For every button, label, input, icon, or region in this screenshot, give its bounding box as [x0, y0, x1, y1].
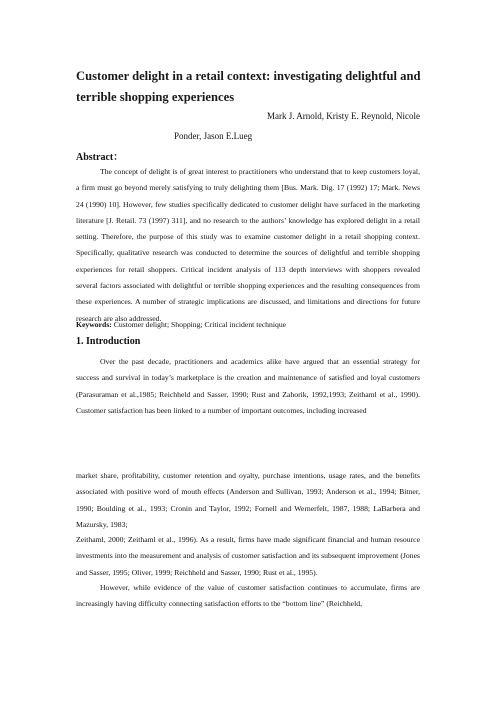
keywords-line [76, 320, 420, 329]
introduction-heading: 1. Introduction [76, 336, 141, 347]
author-list [76, 106, 420, 146]
intro-paragraph-3: Zeithaml, 2000; Zeithaml et al., 1996). As a result, firms have made significant financial and human resource investments into the measurement and analysis of customer satisfaction and its subsequent improvement (Jones and Sasser, 1995; Oliver, 1999; Reichheld and Sasser, 1990; Rust et al., 1995). [76, 535, 420, 577]
keywords-label: Keywords: [76, 320, 112, 329]
author-line-1: Mark J. Arnold, Kristy E. Reynold, Nicole [267, 111, 420, 121]
abstract-heading: Abstract： [76, 152, 124, 163]
author-line-2: Ponder, Jason E.Lueg [174, 131, 253, 141]
intro-paragraph-4: However, while evidence of the value of customer satisfaction continues to accumulate, firms are increasingly having difficulty connecting satisfaction efforts to the “bottom line” (Reichheld, [76, 583, 420, 609]
intro-paragraph-2: market share, profitability, customer retention and oyalty, purchase intentions, usage rates, and the benefits associated with positive word of mouth effects (Anderson and Sullivan, 1993; Anderson et al., 1994; Bitner, 1990; Boulding et al., 1993; Cronin and Taylor, 1992; Fornell and Wernerfelt, 1987, 1988; LaBarbera and Mazursky, 1983; [76, 471, 420, 529]
intro-paragraph-1: Over the past decade, practitioners and academics alike have argued that an essential strategy for success and survival in today’s marketplace is the creation and maintenance of satisfied and loyal customers (Parasuraman et al.,1985; Reichheld and Sasser, 1990; Rust and Zahorik, 1992,1993; Zeithaml et al., 1990). Customer satisfaction has been linked to a number of important outcomes, including increased [76, 357, 420, 415]
keywords-text: Customer delight; Shopping; Critical incident technique [111, 320, 287, 329]
paper-title: Customer delight in a retail context: investigating delightful and terrible shopping experiences [76, 69, 421, 104]
abstract-paragraph: The concept of delight is of great interest to practitioners who understand that to keep customers loyal, a firm must go beyond merely satisfying to truly delighting them [Bus. Mark. Dig. 17 (1992) 17; Mark. News 24 (1990) 10]. However, few studies specifically dedicated to customer delight have surfaced in the marketing literature [J. Retail. 73 (1997) 311], and no research to the authors’ knowledge has explored delight in a retail setting. Therefore, the purpose of this study was to examine customer delight in a retail shopping context. Specifically, qualitative research was conducted to determine the sources of delightful and terrible shopping experiences for retail shoppers. Critical incident analysis of 113 depth interviews with shoppers revealed several factors associated with delightful or terrible shopping experiences and the resulting consequences from these experiences. A number of strategic implications are discussed, and limitations and directions for future research are also addressed. [76, 167, 420, 323]
